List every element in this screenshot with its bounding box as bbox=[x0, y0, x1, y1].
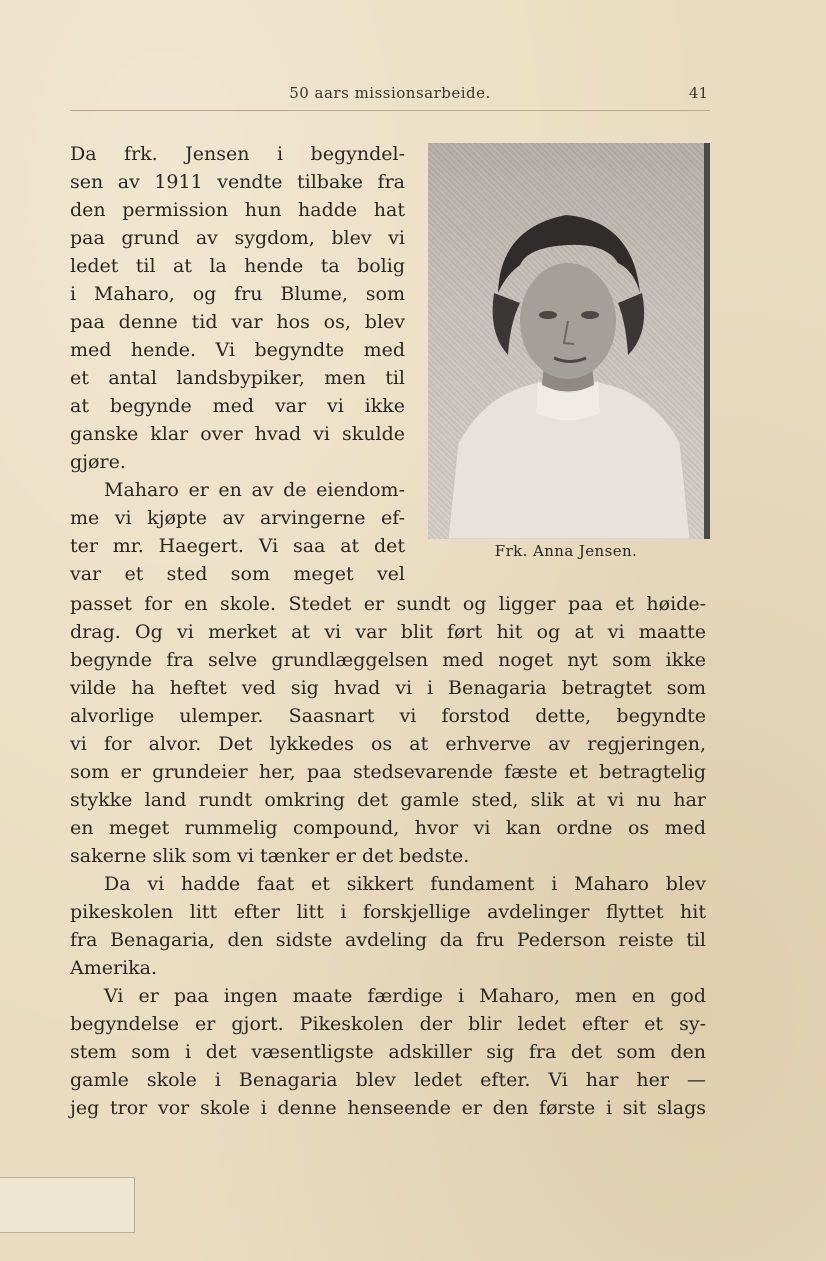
text-line: stem som i det væsentligste adskiller sig fra det som den bbox=[70, 1041, 706, 1063]
text-line: stykke land rundt omkring det gamle sted, slik at vi nu har bbox=[70, 789, 706, 811]
running-header bbox=[70, 84, 710, 111]
text-line: Da frk. Jensen i begyndel- bbox=[70, 143, 405, 165]
portrait-figure bbox=[428, 143, 698, 539]
text-line: ter mr. Haegert. Vi saa at det bbox=[70, 535, 405, 557]
text-line: paa denne tid var hos os, blev bbox=[70, 311, 405, 333]
page-number: 41 bbox=[688, 84, 708, 102]
text-line: den permission hun hadde hat bbox=[70, 199, 405, 221]
photo-caption: Frk. Anna Jensen. bbox=[494, 542, 638, 560]
text-line: gjøre. bbox=[70, 451, 126, 473]
text-line: ledet til at la hende ta bolig bbox=[70, 255, 405, 277]
text-line: begynde fra selve grundlæggelsen med noget nyt som ikke bbox=[70, 649, 706, 671]
text-line: var et sted som meget vel bbox=[70, 563, 405, 585]
text-line: pikeskolen litt efter litt i forskjellige avdelinger flyttet hit bbox=[70, 901, 706, 923]
text-line: Maharo er en av de eiendom- bbox=[104, 479, 405, 501]
text-line: me vi kjøpte av arvingerne ef- bbox=[70, 507, 405, 529]
text-line: sen av 1911 vendte tilbake fra bbox=[70, 171, 405, 193]
text-line: alvorlige ulemper. Saasnart vi forstod dette, begyndte bbox=[70, 705, 706, 727]
running-title: 50 aars missionsarbeide. bbox=[289, 84, 491, 102]
paper-slip bbox=[0, 1177, 135, 1233]
portrait-photo bbox=[428, 143, 710, 539]
text-line: Vi er paa ingen maate færdige i Maharo, men en god bbox=[104, 985, 706, 1007]
text-line: sakerne slik som vi tænker er det bedste. bbox=[70, 845, 470, 867]
text-line: drag. Og vi merket at vi var blit ført hit og at vi maatte bbox=[70, 621, 706, 643]
text-line: fra Benagaria, den sidste avdeling da fru Pederson reiste til bbox=[70, 929, 706, 951]
text-line: paa grund av sygdom, blev vi bbox=[70, 227, 405, 249]
text-line: jeg tror vor skole i denne henseende er den første i sit slags bbox=[70, 1097, 706, 1119]
text-line: passet for en skole. Stedet er sundt og ligger paa et høide- bbox=[70, 593, 706, 615]
text-line: ganske klar over hvad vi skulde bbox=[70, 423, 405, 445]
text-line: at begynde med var vi ikke bbox=[70, 395, 405, 417]
text-line: et antal landsbypiker, men til bbox=[70, 367, 405, 389]
text-line: vi for alvor. Det lykkedes os at erhverve av regjeringen, bbox=[70, 733, 706, 755]
text-line: Amerika. bbox=[70, 957, 158, 979]
text-line: begyndelse er gjort. Pikeskolen der blir ledet efter et sy- bbox=[70, 1013, 706, 1035]
text-line: vilde ha heftet ved sig hvad vi i Benagaria betragtet som bbox=[70, 677, 706, 699]
text-line: Da vi hadde faat et sikkert fundament i Maharo blev bbox=[104, 873, 706, 895]
text-line: med hende. Vi begyndte med bbox=[70, 339, 405, 361]
text-line: i Maharo, og fru Blume, som bbox=[70, 283, 405, 305]
text-line: gamle skole i Benagaria blev ledet efter. Vi har her — bbox=[70, 1069, 706, 1091]
text-line: en meget rummelig compound, hvor vi kan ordne os med bbox=[70, 817, 706, 839]
text-line: som er grundeier her, paa stedsevarende fæste et betragtelig bbox=[70, 761, 706, 783]
